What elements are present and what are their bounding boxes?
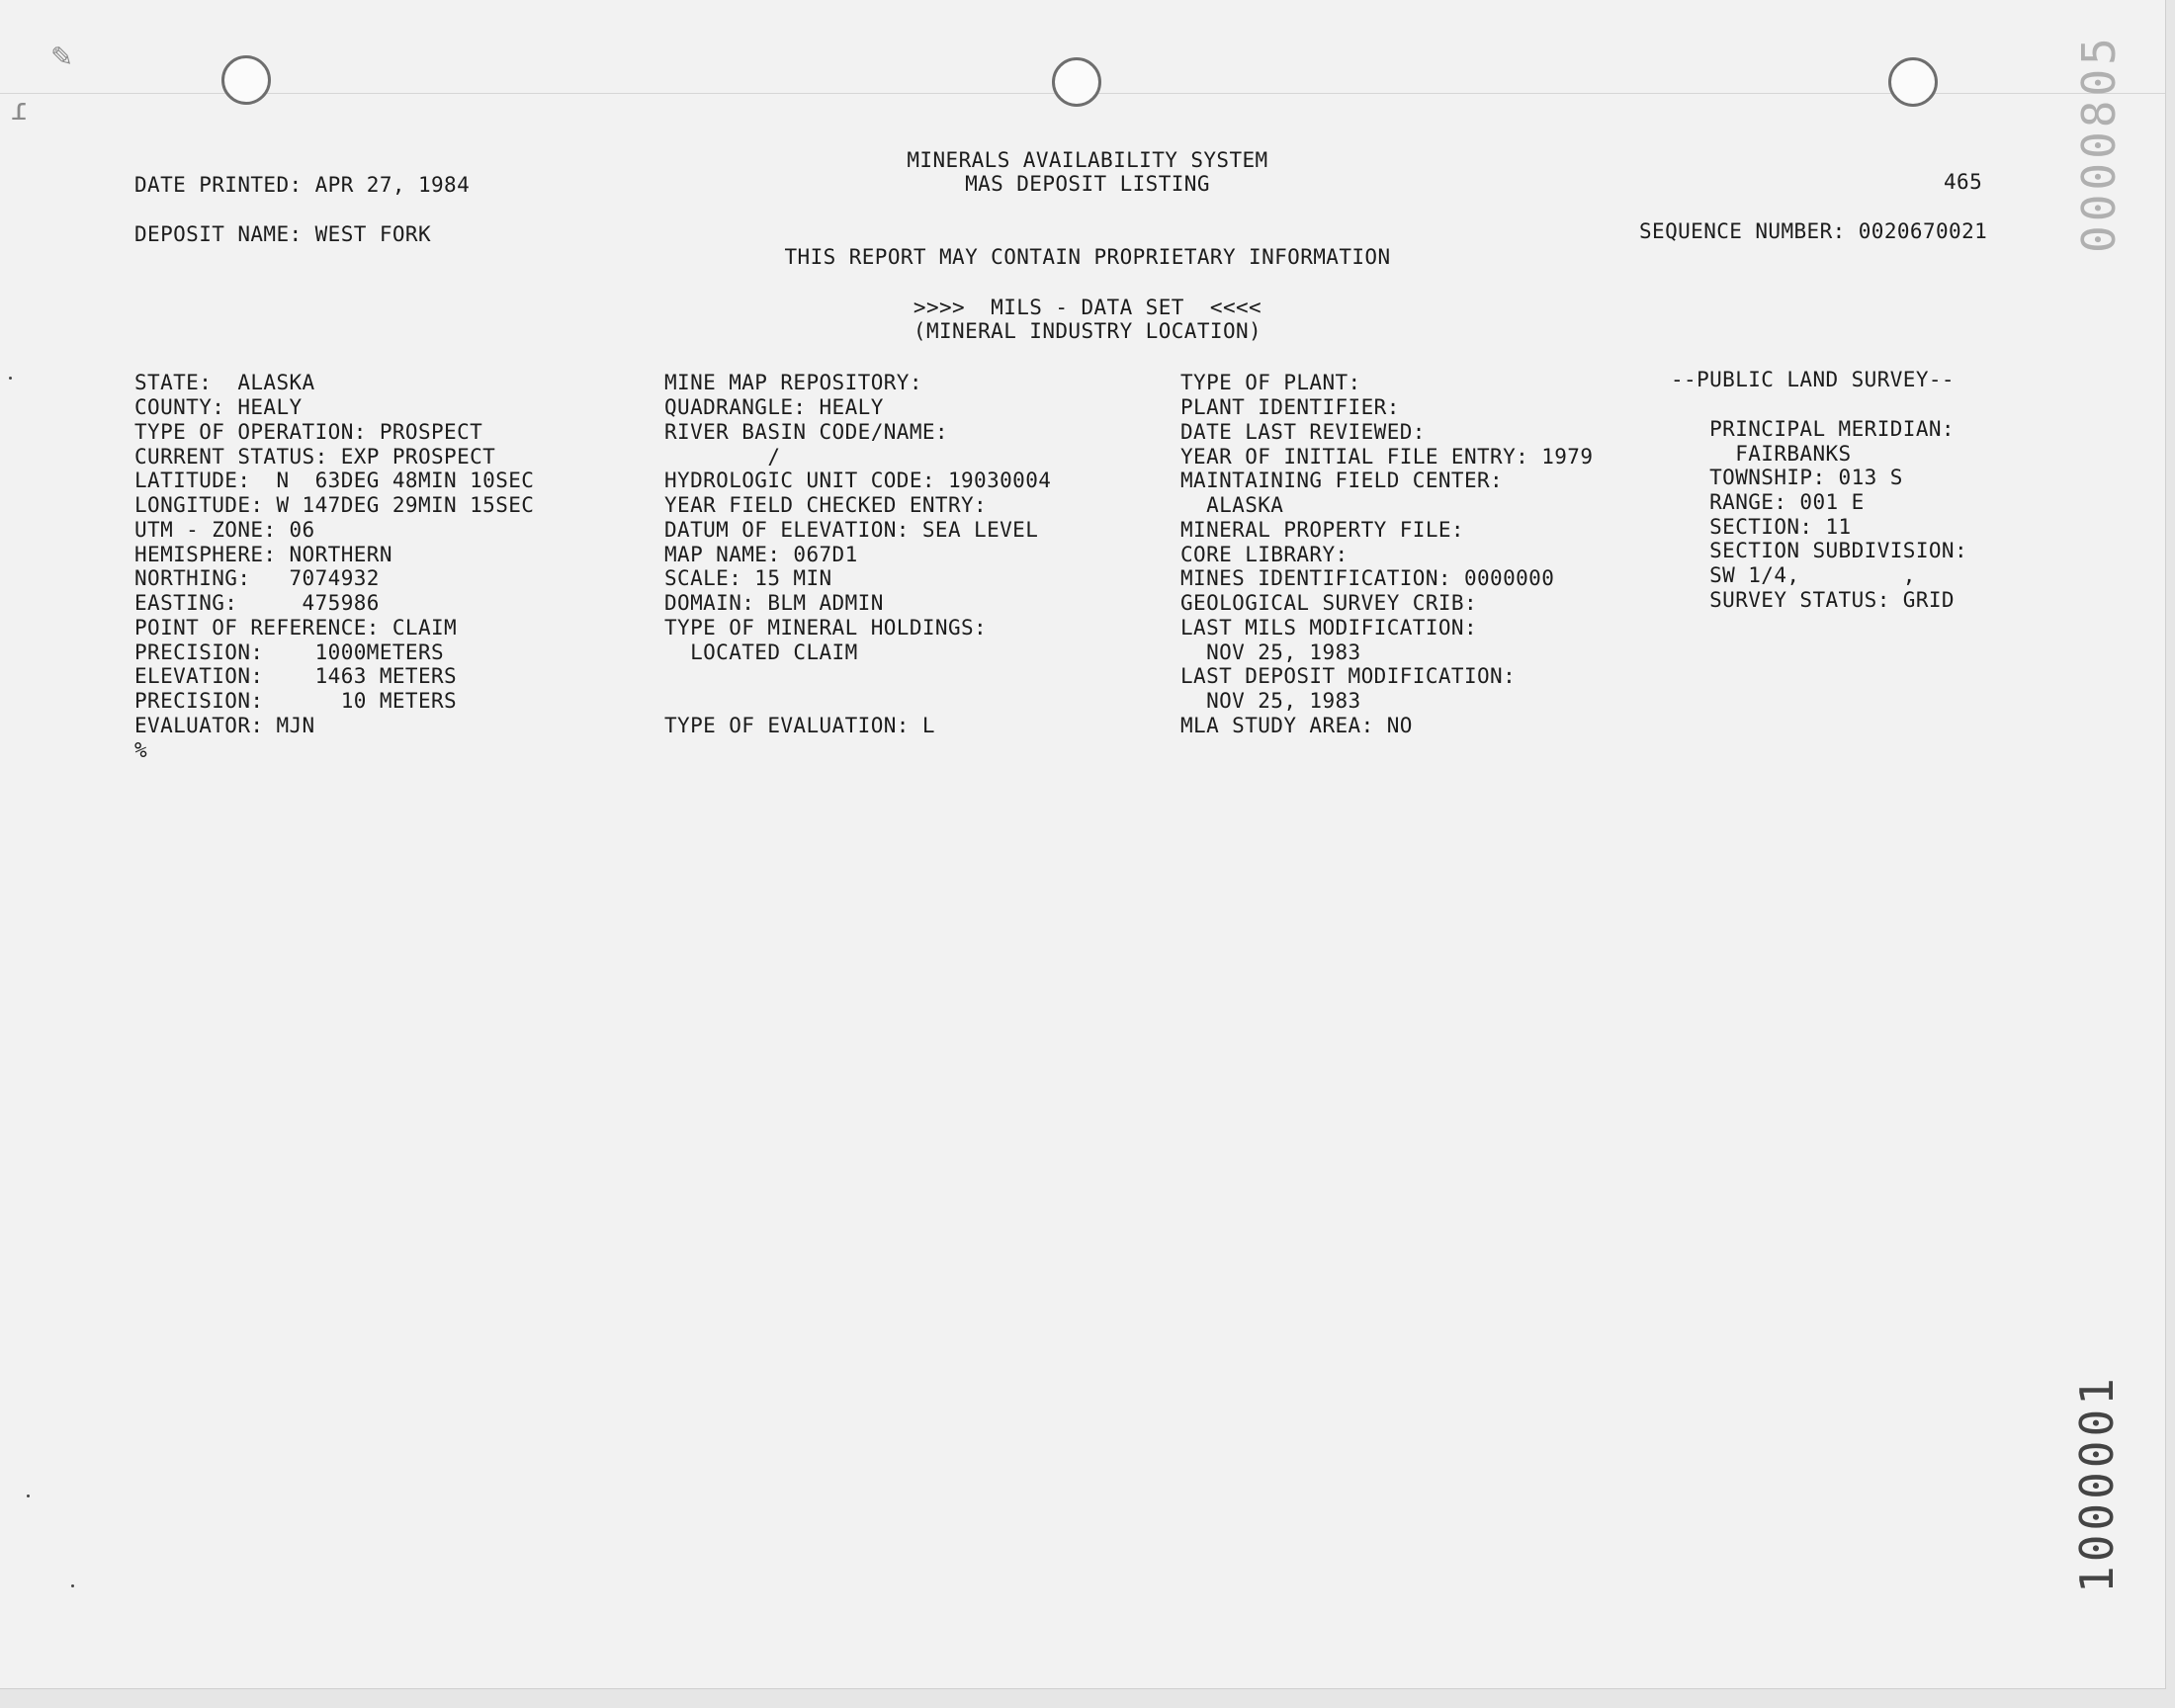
speck-dot [71,1584,74,1587]
field-line: SECTION SUBDIVISION: [1671,539,1967,562]
page-stamp-bottom: 1000001 [2070,1374,2124,1593]
field-line: SW 1/4, , [1671,563,1916,587]
field-line: UTM - ZONE: 06 [134,518,315,542]
deposit-name: DEPOSIT NAME: WEST FORK [134,222,431,246]
field-line: TOWNSHIP: 013 S [1671,466,1903,489]
field-line: / [664,445,781,469]
dataset-title: >>>> MILS - DATA SET <<<< [913,296,1262,319]
field-line: PRECISION: 1000METERS [134,640,445,664]
sequence-number: SEQUENCE NUMBER: 0020670021 [1639,219,1988,243]
field-line: LOCATED CLAIM [664,640,858,664]
field-line: MINERAL PROPERTY FILE: [1180,518,1464,542]
field-line: LONGITUDE: W 147DEG 29MIN 15SEC [134,493,535,517]
speck-dot [9,377,12,380]
field-line: ELEVATION: 1463 METERS [134,664,458,688]
field-line: TYPE OF OPERATION: PROSPECT [134,420,483,444]
field-line: MINES IDENTIFICATION: 0000000 [1180,566,1555,590]
field-line: PRINCIPAL MERIDIAN: [1671,417,1955,441]
field-line: EASTING: 475986 [134,591,380,615]
field-line: CURRENT STATUS: EXP PROSPECT [134,445,496,469]
field-line: QUADRANGLE: HEALY [664,395,884,419]
field-line: LATITUDE: N 63DEG 48MIN 10SEC [134,469,535,492]
field-line: EVALUATOR: MJN [134,714,315,737]
pen-mark-icon: ✎ [51,36,72,75]
field-line: HYDROLOGIC UNIT CODE: 19030004 [664,469,1052,492]
field-line: LAST DEPOSIT MODIFICATION: [1180,664,1517,688]
field-line: NOV 25, 1983 [1180,689,1361,713]
end-marker: % [134,738,148,762]
field-line: COUNTY: HEALY [134,395,303,419]
field-line: YEAR FIELD CHECKED ENTRY: [664,493,988,517]
system-title: MINERALS AVAILABILITY SYSTEM [907,148,1268,172]
field-line: RIVER BASIN CODE/NAME: [664,420,948,444]
field-line: FAIRBANKS [1671,442,1852,466]
field-line: YEAR OF INITIAL FILE ENTRY: 1979 [1180,445,1594,469]
field-line: SCALE: 15 MIN [664,566,832,590]
field-line: DOMAIN: BLM ADMIN [664,591,884,615]
field-line: MINE MAP REPOSITORY: [664,371,922,394]
speck-dot [27,1494,30,1497]
field-line: MAINTAINING FIELD CENTER: [1180,469,1504,492]
field-line: TYPE OF MINERAL HOLDINGS: [664,616,988,640]
field-line: STATE: ALASKA [134,371,315,394]
field-line: HEMISPHERE: NORTHERN [134,543,392,566]
field-line: DATE LAST REVIEWED: [1180,420,1426,444]
field-line: GEOLOGICAL SURVEY CRIB: [1180,591,1477,615]
field-line: SECTION: 11 [1671,515,1852,539]
binder-hole-right [1888,57,1938,107]
proprietary-notice: THIS REPORT MAY CONTAIN PROPRIETARY INFORMATION [784,245,1391,269]
field-line: SURVEY STATUS: GRID [1671,588,1955,612]
binder-hole-center [1052,57,1101,107]
field-line: LAST MILS MODIFICATION: [1180,616,1477,640]
page-stamp-top: 0000805 [2072,34,2126,253]
dataset-subtitle: (MINERAL INDUSTRY LOCATION) [913,319,1262,343]
listing-title: MAS DEPOSIT LISTING [965,172,1210,196]
field-line: DATUM OF ELEVATION: SEA LEVEL [664,518,1039,542]
binder-hole-left [221,55,271,105]
field-line: TYPE OF EVALUATION: L [664,714,935,737]
field-line: RANGE: 001 E [1671,490,1865,514]
field-line: TYPE OF PLANT: [1180,371,1361,394]
page-number: 465 [1944,170,1983,194]
field-line: MLA STUDY AREA: NO [1180,714,1413,737]
field-line: PRECISION: 10 METERS [134,689,458,713]
field-line: CORE LIBRARY: [1180,543,1348,566]
date-printed: DATE PRINTED: APR 27, 1984 [134,173,471,197]
field-line: MAP NAME: 067D1 [664,543,858,566]
field-line: NORTHING: 7074932 [134,566,380,590]
field-line: NOV 25, 1983 [1180,640,1361,664]
field-line: PLANT IDENTIFIER: [1180,395,1400,419]
field-line: POINT OF REFERENCE: CLAIM [134,616,458,640]
field-line: ALASKA [1180,493,1284,517]
section-heading: --PUBLIC LAND SURVEY-- [1671,368,1955,391]
scribble-mark-icon: ɾ [10,93,29,128]
